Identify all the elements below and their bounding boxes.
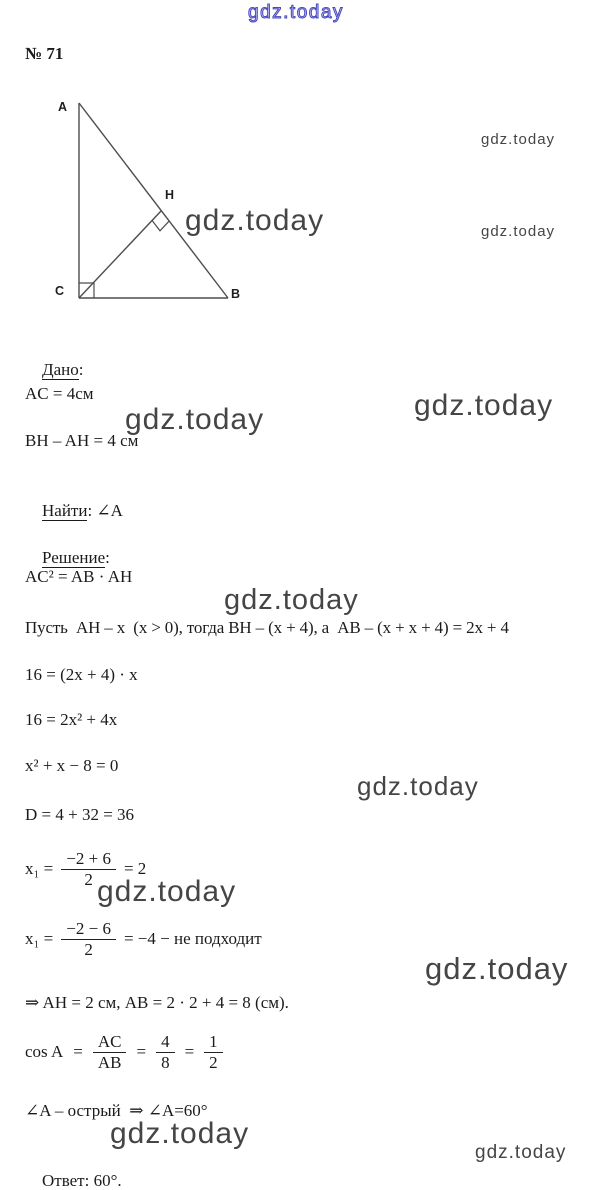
root2-prefix: x₁ = (25, 929, 54, 948)
watermark: gdz.today (414, 389, 554, 422)
find-target: : ∠A (87, 501, 123, 520)
cos-frac3-denominator: 2 (209, 1052, 218, 1072)
cos-frac3-numerator: 1 (204, 1032, 223, 1053)
given-line-ac: AC = 4см (25, 384, 94, 403)
watermark: gdz.today (97, 875, 237, 908)
cos-prefix: cos A (25, 1042, 64, 1061)
eq-conclude-ah-ab: ⇒ AH = 2 см, AB = 2 · 2 + 4 = 8 (см). (25, 993, 289, 1012)
cos-eq3: = (184, 1042, 195, 1061)
watermark: gdz.today (224, 584, 359, 616)
side-AB (79, 103, 228, 298)
cos-frac1-numerator: AC (93, 1032, 127, 1053)
solution-heading-colon: : (105, 548, 110, 567)
root2-fraction (61, 919, 116, 959)
problem-number: № 71 (25, 44, 64, 63)
watermark: gdz.today (425, 951, 569, 986)
eq-root-2 (25, 916, 262, 962)
eq-cosine (25, 1029, 223, 1075)
root2-denominator: 2 (84, 939, 93, 959)
eq-angle-acute: ∠A – острый ⇒ ∠A=60° (25, 1101, 208, 1120)
solution-heading-word: Решение (42, 548, 106, 567)
watermark: gdz.today (475, 1142, 567, 1163)
watermark: gdz.today (185, 204, 325, 237)
root1-result: = 2 (123, 859, 147, 878)
root2-result: = −4 − не подходит (123, 929, 262, 948)
answer-line (25, 1151, 122, 1190)
cos-fraction-ac-ab (93, 1032, 127, 1072)
eq-ac-squared: AC² = AB · AH (25, 567, 133, 586)
answer-heading-word: Ответ (42, 1171, 85, 1190)
eq-discriminant: D = 4 + 32 = 36 (25, 805, 135, 824)
answer-value: : 60°. (84, 1171, 122, 1190)
root1-prefix: x₁ = (25, 859, 54, 878)
eq-16-product: 16 = (2x + 4) · x (25, 665, 138, 684)
eq-root-1 (25, 846, 146, 892)
vertex-label-B: B (231, 287, 241, 301)
triangle-figure (0, 90, 360, 320)
cos-frac2-denominator: 8 (161, 1052, 170, 1072)
root1-numerator: −2 + 6 (61, 849, 116, 870)
given-heading-colon: : (78, 360, 84, 379)
triangle-diagram (0, 90, 360, 320)
vertex-label-A: A (58, 100, 68, 114)
cos-frac1-denominator: AB (97, 1052, 122, 1072)
vertex-label-C: C (55, 284, 65, 298)
cos-fraction-4-8 (156, 1032, 175, 1072)
watermark: gdz.today (110, 1117, 250, 1150)
cos-eq1: = (73, 1042, 83, 1061)
watermark: gdz.today (248, 2, 344, 23)
cos-frac2-numerator: 4 (156, 1032, 175, 1053)
vertex-label-H: H (165, 188, 175, 202)
watermark: gdz.today (481, 131, 556, 148)
watermark: gdz.today (481, 223, 556, 240)
cos-eq2: = (136, 1042, 147, 1061)
right-angle-mark-H (152, 221, 169, 231)
eq-16-expanded: 16 = 2x² + 4x (25, 710, 118, 729)
altitude-CH (79, 211, 161, 298)
given-line-bh-ah: BH – AH = 4 см (25, 431, 139, 450)
root1-fraction (61, 849, 116, 889)
eq-quadratic: x² + x − 8 = 0 (25, 756, 119, 775)
root2-numerator: −2 − 6 (61, 919, 116, 940)
find-heading-word: Найти (42, 501, 88, 520)
given-heading-word: Дано (42, 360, 79, 379)
cos-fraction-1-2 (204, 1032, 223, 1072)
watermark: gdz.today (357, 771, 479, 801)
root1-denominator: 2 (84, 869, 93, 889)
watermark: gdz.today (125, 403, 265, 436)
eq-let-x: Пусть AH – x (x > 0), тогда BH – (x + 4), а AB – (x + x + 4) = 2x + 4 (25, 618, 509, 637)
